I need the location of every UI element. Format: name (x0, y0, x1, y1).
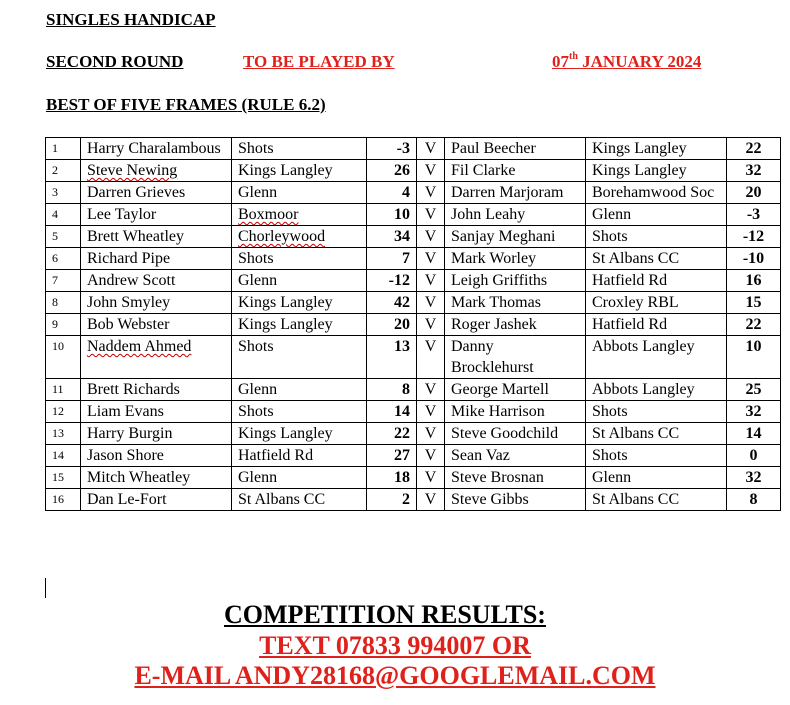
player-1-name (81, 248, 232, 270)
table-row (46, 379, 781, 401)
player-1-name-text: Steve Newing (87, 162, 178, 179)
versus-label (417, 379, 445, 401)
player-1-name (81, 423, 232, 445)
player-2-name-text: Mark Worley (451, 250, 537, 267)
versus-label (417, 182, 445, 204)
player-2-handicap-text: 15 (745, 294, 762, 311)
player-2-name-text: Leigh Griffiths (451, 272, 548, 289)
match-number (46, 138, 81, 160)
player-2-club (586, 314, 727, 336)
player-2-name-text: Steve Brosnan (451, 469, 544, 486)
text-contact[interactable]: TEXT 07833 994007 OR (259, 631, 531, 660)
player-2-club-text: Glenn (592, 206, 632, 223)
player-2-name (445, 160, 586, 182)
player-2-name-text: Sanjay Meghani (451, 228, 556, 245)
versus-label (417, 489, 445, 511)
player-2-name (445, 138, 586, 160)
player-1-club-text: Glenn (238, 272, 278, 289)
table-row (46, 423, 781, 445)
versus-label-text: V (424, 140, 437, 157)
player-2-club-text: Shots (592, 403, 628, 420)
versus-label (417, 423, 445, 445)
player-1-club-text: St Albans CC (238, 491, 326, 508)
player-1-club-text: Hatfield Rd (238, 447, 314, 464)
player-2-name (445, 467, 586, 489)
player-2-club-text: St Albans CC (592, 491, 680, 508)
match-number-text: 16 (52, 492, 64, 506)
match-number (46, 292, 81, 314)
email-contact[interactable]: E-MAIL ANDY28168@GOOGLEMAIL.COM (134, 661, 656, 690)
player-1-club-text: Shots (238, 338, 274, 355)
player-2-club (586, 270, 727, 292)
player-2-handicap (727, 467, 781, 489)
player-2-name-text: Fil Clarke (451, 162, 516, 179)
player-1-handicap-text: 14 (394, 403, 410, 420)
player-2-name-text: Roger Jashek (451, 316, 537, 333)
player-1-name (81, 467, 232, 489)
player-1-club-text: Glenn (238, 381, 278, 398)
player-2-handicap-text: 8 (749, 491, 758, 508)
player-1-name-text: Brett Wheatley (87, 228, 184, 245)
player-2-club (586, 401, 727, 423)
match-number-text: 13 (52, 426, 64, 440)
player-2-club (586, 138, 727, 160)
player-2-name-text: Sean Vaz (451, 447, 510, 464)
player-1-name (81, 182, 232, 204)
player-2-handicap-text: 16 (745, 272, 762, 289)
player-2-handicap-text: 14 (745, 425, 762, 442)
player-1-name-text: Andrew Scott (87, 272, 176, 289)
player-2-club-text: Hatfield Rd (592, 316, 668, 333)
player-2-name-text: Steve Goodchild (451, 425, 559, 442)
versus-label-text: V (424, 294, 437, 311)
versus-label (417, 292, 445, 314)
table-row (46, 160, 781, 182)
versus-label-text: V (424, 469, 437, 486)
versus-label (417, 138, 445, 160)
match-number-text: 1 (52, 141, 58, 155)
player-1-club (232, 336, 367, 379)
player-2-handicap (727, 401, 781, 423)
player-1-handicap-text: -12 (388, 272, 410, 289)
table-row (46, 292, 781, 314)
player-1-handicap (367, 336, 417, 379)
player-2-name (445, 292, 586, 314)
player-1-club (232, 270, 367, 292)
player-2-handicap (727, 423, 781, 445)
player-1-name (81, 292, 232, 314)
player-2-club-text: Croxley RBL (592, 294, 679, 311)
versus-label-text: V (424, 206, 437, 223)
player-2-club (586, 292, 727, 314)
match-number (46, 182, 81, 204)
table-row (46, 226, 781, 248)
player-1-name (81, 226, 232, 248)
player-1-name (81, 160, 232, 182)
match-number (46, 160, 81, 182)
player-2-handicap (727, 314, 781, 336)
player-2-handicap (727, 292, 781, 314)
player-2-name (445, 182, 586, 204)
player-2-handicap (727, 445, 781, 467)
player-2-club (586, 467, 727, 489)
text-cursor (45, 578, 46, 598)
player-1-name-text: Harry Charalambous (87, 140, 221, 157)
player-2-club-text: Borehamwood Soc (592, 184, 715, 201)
player-1-club (232, 489, 367, 511)
draw-table (45, 137, 781, 511)
player-2-handicap (727, 379, 781, 401)
player-2-name-text: Danny Brocklehurst (451, 338, 534, 376)
table-row (46, 336, 781, 379)
match-number-text: 9 (52, 317, 58, 331)
versus-label-text: V (424, 425, 437, 442)
versus-label (417, 226, 445, 248)
player-1-handicap-text: 8 (402, 381, 410, 398)
match-number-text: 12 (52, 404, 64, 418)
player-1-handicap (367, 182, 417, 204)
table-row (46, 489, 781, 511)
played-by-label: TO BE PLAYED BY (243, 52, 395, 71)
match-number-text: 6 (52, 251, 58, 265)
player-1-name-text: Liam Evans (87, 403, 164, 420)
versus-label (417, 336, 445, 379)
player-2-club (586, 336, 727, 379)
frames-label (46, 95, 326, 115)
player-1-handicap (367, 204, 417, 226)
player-1-handicap-text: 26 (394, 162, 410, 179)
player-1-handicap (367, 270, 417, 292)
player-1-handicap (367, 489, 417, 511)
player-1-name (81, 270, 232, 292)
player-1-handicap-text: 34 (394, 228, 410, 245)
versus-label-text: V (424, 447, 437, 464)
versus-label-text: V (424, 403, 437, 420)
versus-label (417, 270, 445, 292)
player-2-name-text: Darren Marjoram (451, 184, 564, 201)
date-month-year: JANUARY 2024 (577, 52, 702, 71)
player-1-club (232, 138, 367, 160)
player-1-name-text: Mitch Wheatley (87, 469, 191, 486)
player-1-club (232, 445, 367, 467)
deadline-date (552, 52, 701, 72)
player-1-handicap-text: 2 (402, 491, 410, 508)
player-1-name (81, 204, 232, 226)
rule-text: (RULE 6.2) (237, 95, 326, 114)
table-row (46, 467, 781, 489)
player-1-handicap (367, 401, 417, 423)
versus-label-text: V (424, 162, 437, 179)
match-number-text: 4 (52, 207, 58, 221)
player-1-handicap (367, 379, 417, 401)
table-row (46, 314, 781, 336)
player-2-name (445, 248, 586, 270)
versus-label-text: V (424, 250, 437, 267)
player-1-handicap (367, 226, 417, 248)
player-2-name-text: George Martell (451, 381, 549, 398)
match-number-text: 14 (52, 448, 64, 462)
versus-label (417, 160, 445, 182)
versus-label-text: V (424, 316, 437, 333)
player-2-name (445, 489, 586, 511)
player-1-handicap-text: 42 (394, 294, 410, 311)
player-1-handicap-text: 27 (394, 447, 410, 464)
player-1-club (232, 423, 367, 445)
player-1-club-text: Kings Langley (238, 316, 333, 333)
player-1-club-text: Boxmoor (238, 206, 299, 223)
player-2-name (445, 314, 586, 336)
player-2-handicap (727, 226, 781, 248)
player-1-name-text: John Smyley (87, 294, 171, 311)
match-number (46, 423, 81, 445)
player-1-handicap-text: 18 (394, 469, 410, 486)
player-1-handicap (367, 314, 417, 336)
player-2-name (445, 423, 586, 445)
player-2-handicap-text: -12 (742, 228, 765, 245)
player-2-handicap (727, 182, 781, 204)
player-2-name-text: Mike Harrison (451, 403, 545, 420)
player-2-handicap (727, 270, 781, 292)
player-2-club (586, 160, 727, 182)
player-2-club (586, 226, 727, 248)
player-2-handicap (727, 336, 781, 379)
player-1-handicap (367, 248, 417, 270)
table-row (46, 138, 781, 160)
player-2-club (586, 204, 727, 226)
table-row (46, 204, 781, 226)
player-1-handicap (367, 423, 417, 445)
match-number (46, 270, 81, 292)
match-number-text: 11 (52, 382, 64, 396)
player-2-name (445, 401, 586, 423)
player-1-club-text: Chorleywood (238, 228, 326, 245)
player-1-club (232, 401, 367, 423)
match-number (46, 248, 81, 270)
versus-label (417, 248, 445, 270)
player-2-handicap-text: 22 (745, 316, 762, 333)
player-1-handicap-text: 4 (402, 184, 410, 201)
versus-label-text: V (424, 184, 437, 201)
player-1-name (81, 138, 232, 160)
player-1-club (232, 160, 367, 182)
match-number-text: 15 (52, 470, 64, 484)
player-1-handicap-text: 22 (394, 425, 410, 442)
player-2-name (445, 204, 586, 226)
player-2-name (445, 336, 586, 379)
frames-text: BEST OF FIVE FRAMES (46, 95, 238, 114)
player-2-club (586, 423, 727, 445)
player-1-handicap (367, 292, 417, 314)
table-row (46, 270, 781, 292)
player-1-club (232, 248, 367, 270)
player-1-club-text: Glenn (238, 469, 278, 486)
player-1-club (232, 182, 367, 204)
player-1-club-text: Shots (238, 403, 274, 420)
player-2-handicap-text: 10 (745, 338, 762, 355)
table-row (46, 401, 781, 423)
match-number (46, 336, 81, 379)
date-suffix: th (569, 51, 578, 62)
versus-label-text: V (424, 381, 437, 398)
match-number-text: 3 (52, 185, 58, 199)
player-2-name-text: John Leahy (451, 206, 526, 223)
player-1-name-text: Jason Shore (87, 447, 164, 464)
player-1-club-text: Kings Langley (238, 162, 333, 179)
player-1-club (232, 379, 367, 401)
match-number (46, 467, 81, 489)
match-number (46, 314, 81, 336)
player-2-club (586, 379, 727, 401)
player-2-club (586, 248, 727, 270)
player-2-handicap (727, 160, 781, 182)
date-day: 07 (552, 52, 569, 71)
match-number (46, 226, 81, 248)
document-title: SINGLES HANDICAP (46, 10, 216, 29)
player-1-handicap-text: 7 (402, 250, 410, 267)
table-row (46, 445, 781, 467)
versus-label (417, 467, 445, 489)
player-2-handicap-text: 20 (745, 184, 762, 201)
table-row (46, 248, 781, 270)
player-1-club-text: Kings Langley (238, 425, 333, 442)
player-1-name (81, 489, 232, 511)
player-2-name (445, 445, 586, 467)
versus-label (417, 204, 445, 226)
versus-label (417, 401, 445, 423)
player-1-name (81, 445, 232, 467)
match-number (46, 379, 81, 401)
player-2-club (586, 182, 727, 204)
player-2-handicap-text: 0 (749, 447, 758, 464)
player-2-handicap-text: 32 (745, 403, 762, 420)
player-2-handicap (727, 248, 781, 270)
match-number (46, 401, 81, 423)
player-2-club-text: Kings Langley (592, 140, 687, 157)
results-heading: COMPETITION RESULTS: (224, 600, 546, 629)
player-1-handicap (367, 160, 417, 182)
player-2-club (586, 489, 727, 511)
versus-label-text: V (424, 491, 437, 508)
player-2-club-text: Hatfield Rd (592, 272, 668, 289)
player-2-name-text: Mark Thomas (451, 294, 541, 311)
player-1-name (81, 379, 232, 401)
player-1-name-text: Harry Burgin (87, 425, 173, 442)
player-2-handicap-text: 32 (745, 162, 762, 179)
player-2-club-text: Glenn (592, 469, 632, 486)
player-1-club-text: Shots (238, 140, 274, 157)
match-number-text: 8 (52, 295, 58, 309)
player-2-handicap (727, 138, 781, 160)
player-1-name-text: Bob Webster (87, 316, 170, 333)
player-1-club-text: Kings Langley (238, 294, 333, 311)
versus-label (417, 445, 445, 467)
player-2-handicap-text: 22 (745, 140, 762, 157)
player-2-name-text: Steve Gibbs (451, 491, 529, 508)
match-number (46, 489, 81, 511)
player-2-club-text: St Albans CC (592, 425, 680, 442)
player-2-club (586, 445, 727, 467)
match-number-text: 5 (52, 229, 58, 243)
player-2-handicap-text: 32 (745, 469, 762, 486)
player-2-name-text: Paul Beecher (451, 140, 536, 157)
player-1-club (232, 314, 367, 336)
player-2-club-text: Shots (592, 447, 628, 464)
player-2-club-text: St Albans CC (592, 250, 680, 267)
player-2-club-text: Abbots Langley (592, 381, 695, 398)
player-2-name (445, 379, 586, 401)
player-2-name (445, 270, 586, 292)
player-1-name (81, 314, 232, 336)
player-2-club-text: Shots (592, 228, 628, 245)
player-2-club-text: Kings Langley (592, 162, 687, 179)
versus-label-text: V (424, 272, 437, 289)
player-1-handicap (367, 445, 417, 467)
player-1-club (232, 226, 367, 248)
versus-label-text: V (424, 338, 437, 355)
player-1-club-text: Glenn (238, 184, 278, 201)
player-1-name (81, 401, 232, 423)
player-2-handicap-text: -3 (746, 206, 761, 223)
player-2-name (445, 226, 586, 248)
player-1-handicap (367, 467, 417, 489)
player-1-name (81, 336, 232, 379)
player-1-name-text: Darren Grieves (87, 184, 186, 201)
player-1-handicap-text: 20 (394, 316, 410, 333)
player-1-club (232, 467, 367, 489)
versus-label (417, 314, 445, 336)
round-label: SECOND ROUND (46, 52, 184, 71)
player-1-club (232, 292, 367, 314)
player-1-handicap-text: 10 (394, 206, 410, 223)
player-1-name-text: Naddem Ahmed (87, 338, 192, 355)
versus-label-text: V (424, 228, 437, 245)
table-row (46, 182, 781, 204)
player-1-club-text: Shots (238, 250, 274, 267)
player-2-handicap (727, 204, 781, 226)
match-number-text: 10 (52, 339, 64, 353)
match-number (46, 204, 81, 226)
match-number (46, 445, 81, 467)
player-2-club-text: Abbots Langley (592, 338, 695, 355)
player-2-handicap-text: 25 (745, 381, 762, 398)
match-number-text: 7 (52, 273, 58, 287)
player-2-handicap (727, 489, 781, 511)
player-1-handicap-text: 13 (394, 338, 410, 355)
player-1-name-text: Richard Pipe (87, 250, 171, 267)
player-1-handicap-text: -3 (396, 140, 410, 157)
player-1-handicap (367, 138, 417, 160)
match-number-text: 2 (52, 163, 58, 177)
player-1-name-text: Dan Le-Fort (87, 491, 167, 508)
player-2-handicap-text: -10 (742, 250, 765, 267)
player-1-name-text: Lee Taylor (87, 206, 157, 223)
player-1-club (232, 204, 367, 226)
player-1-name-text: Brett Richards (87, 381, 180, 398)
